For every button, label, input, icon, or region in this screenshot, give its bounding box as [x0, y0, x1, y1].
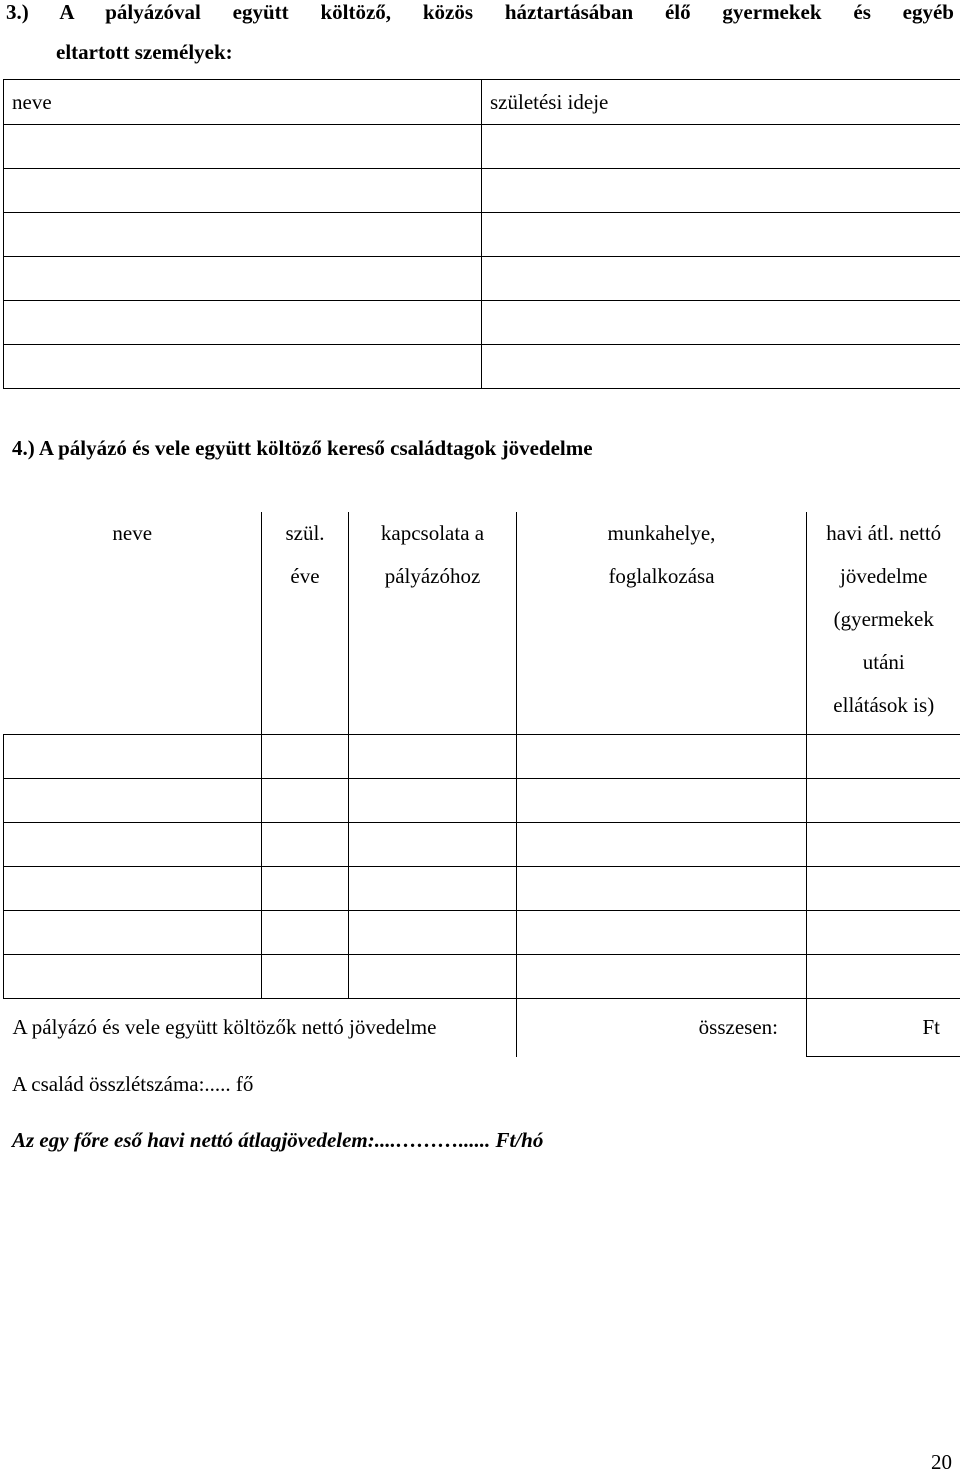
income-table-header — [4, 512, 960, 735]
name-cell[interactable] — [4, 911, 262, 955]
header-line: havi átl. nettó — [807, 512, 960, 555]
income-cell[interactable] — [807, 867, 960, 911]
section-3-title-continued: eltartott személyek: — [56, 40, 233, 64]
name-cell[interactable] — [4, 125, 482, 169]
header-line: jövedelme — [807, 555, 960, 598]
birth-year-cell[interactable] — [262, 735, 349, 779]
birthdate-cell[interactable] — [482, 213, 960, 257]
workplace-cell[interactable] — [517, 823, 807, 867]
header-line: utáni — [807, 641, 960, 684]
income-cell[interactable] — [807, 911, 960, 955]
header-line: szül. — [262, 512, 348, 555]
relationship-cell[interactable] — [349, 779, 517, 823]
workplace-cell[interactable] — [517, 735, 807, 779]
birthdate-cell[interactable] — [482, 169, 960, 213]
header-birthdate: születési ideje — [482, 80, 960, 125]
header-line: munkahelye, — [517, 512, 806, 555]
family-count-line: A család összlétszáma:..... fő — [12, 1072, 253, 1097]
header-monthly-income — [807, 512, 960, 735]
page-number: 20 — [931, 1450, 952, 1475]
total-amount-field[interactable]: Ft — [807, 999, 960, 1057]
workplace-cell[interactable] — [517, 911, 807, 955]
table-row — [4, 779, 960, 823]
name-cell[interactable] — [4, 257, 482, 301]
table-row — [4, 911, 960, 955]
workplace-cell[interactable] — [517, 867, 807, 911]
relationship-cell[interactable] — [349, 867, 517, 911]
table-row — [4, 955, 960, 999]
header-line: ellátások is) — [807, 684, 960, 727]
name-cell[interactable] — [4, 301, 482, 345]
header-name: neve — [4, 80, 482, 125]
birthdate-cell[interactable] — [482, 257, 960, 301]
birth-year-cell[interactable] — [262, 955, 349, 999]
header-line: kapcsolata a — [349, 512, 516, 555]
birth-year-cell[interactable] — [262, 911, 349, 955]
birthdate-cell[interactable] — [482, 301, 960, 345]
income-total-row — [4, 999, 960, 1057]
total-sum-label: összesen: — [517, 999, 807, 1057]
header-birth-year — [262, 512, 349, 735]
income-cell[interactable] — [807, 955, 960, 999]
relationship-cell[interactable] — [349, 823, 517, 867]
income-cell[interactable] — [807, 735, 960, 779]
workplace-cell[interactable] — [517, 779, 807, 823]
table-row — [4, 257, 960, 301]
relationship-cell[interactable] — [349, 735, 517, 779]
birth-year-cell[interactable] — [262, 867, 349, 911]
section-3-title: 3.) A pályázóval együtt költöző, közös háztartásában élő gyermekek és egyéb — [6, 0, 954, 24]
header-line: éve — [262, 555, 348, 598]
relationship-cell[interactable] — [349, 911, 517, 955]
section-4-title: 4.) A pályázó és vele együtt költöző kereső családtagok jövedelme — [12, 436, 593, 461]
birthdate-cell[interactable] — [482, 125, 960, 169]
name-cell[interactable] — [4, 345, 482, 389]
average-income-line: Az egy főre eső havi nettó átlagjövedelem:....………...... Ft/hó — [12, 1128, 543, 1153]
birthdate-cell[interactable] — [482, 345, 960, 389]
name-cell[interactable] — [4, 169, 482, 213]
workplace-cell[interactable] — [517, 955, 807, 999]
header-workplace — [517, 512, 807, 735]
name-cell[interactable] — [4, 779, 262, 823]
income-cell[interactable] — [807, 779, 960, 823]
table-row — [4, 345, 960, 389]
header-line: foglalkozása — [517, 555, 806, 598]
header-line: (gyermekek — [807, 598, 960, 641]
header-line: pályázóhoz — [349, 555, 516, 598]
relationship-cell[interactable] — [349, 955, 517, 999]
name-cell[interactable] — [4, 213, 482, 257]
header-line: neve — [4, 512, 262, 555]
table-row — [4, 169, 960, 213]
name-cell[interactable] — [4, 955, 262, 999]
header-name — [4, 512, 262, 735]
table-row — [4, 735, 960, 779]
name-cell[interactable] — [4, 823, 262, 867]
birth-year-cell[interactable] — [262, 779, 349, 823]
table-row — [4, 867, 960, 911]
dependents-table-header — [4, 80, 960, 125]
dependents-table — [3, 79, 960, 389]
total-label: A pályázó és vele együtt költözők nettó jövedelme — [4, 999, 517, 1057]
name-cell[interactable] — [4, 867, 262, 911]
table-row — [4, 823, 960, 867]
income-table — [3, 512, 960, 1057]
table-row — [4, 125, 960, 169]
table-row — [4, 301, 960, 345]
header-relationship — [349, 512, 517, 735]
table-row — [4, 213, 960, 257]
income-cell[interactable] — [807, 823, 960, 867]
birth-year-cell[interactable] — [262, 823, 349, 867]
name-cell[interactable] — [4, 735, 262, 779]
